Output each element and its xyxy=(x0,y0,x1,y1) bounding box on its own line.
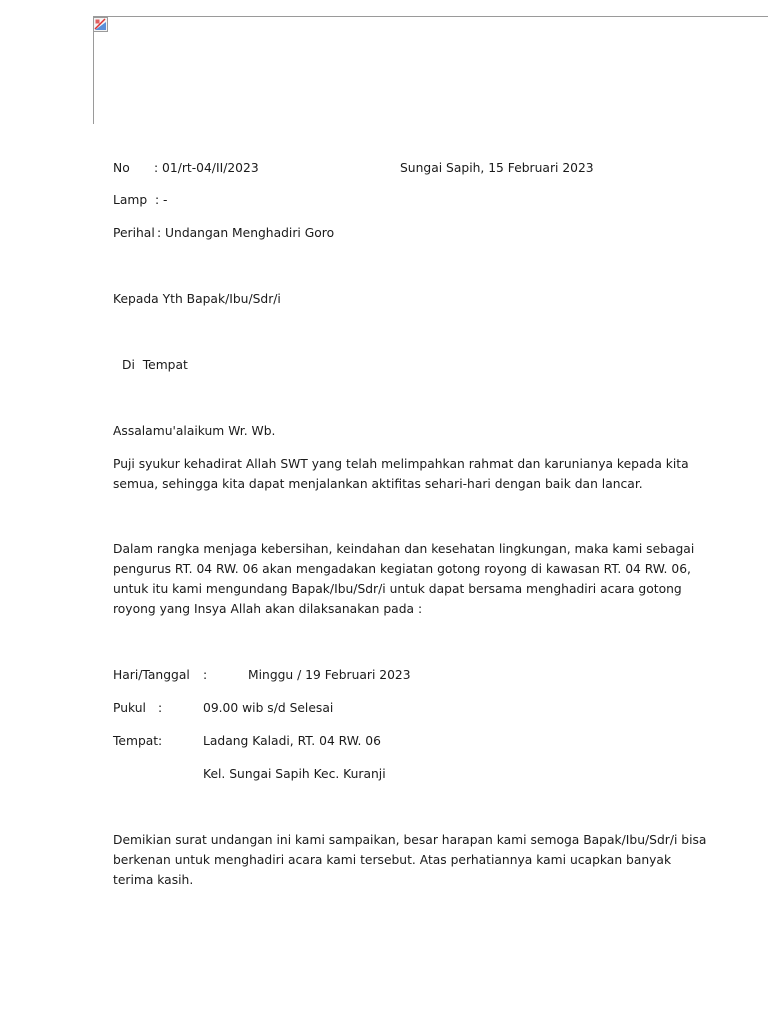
closing-line: berkenan untuk menghadiri acara kami tersebut. Atas perhatiannya kami ucapkan banyak xyxy=(113,853,672,867)
paragraph-2-line: royong yang Insya Allah akan dilaksanakan pada : xyxy=(113,602,423,616)
perihal-label: Perihal xyxy=(113,226,155,240)
event-day-label: Hari/Tanggal xyxy=(113,668,190,682)
paragraph-1-line: semua, sehingga kita dapat menjalankan aktifitas sehari-hari dengan baik dan lancar. xyxy=(113,477,643,491)
event-time-value: 09.00 wib s/d Selesai xyxy=(203,701,334,715)
closing-line: terima kasih. xyxy=(113,873,194,887)
paragraph-1-line: Puji syukur kehadirat Allah SWT yang telah melimpahkan rahmat dan karunianya kepada kita xyxy=(113,457,689,471)
perihal-value: : Undangan Menghadiri Goro xyxy=(157,226,335,240)
lamp-value: : - xyxy=(155,193,168,207)
event-place-label: Tempat xyxy=(113,734,159,748)
event-place-colon: : xyxy=(158,734,163,748)
broken-image-icon xyxy=(93,17,108,32)
event-time-label: Pukul xyxy=(113,701,146,715)
paragraph-2-line: Dalam rangka menjaga kebersihan, keindahan dan kesehatan lingkungan, maka kami sebagai xyxy=(113,542,695,556)
event-day-colon: : xyxy=(203,668,208,682)
recipient-line: Kepada Yth Bapak/Ibu/Sdr/i xyxy=(113,292,281,306)
letterhead-frame-left-border xyxy=(93,16,94,124)
lamp-label: Lamp xyxy=(113,193,148,207)
no-value: : 01/rt-04/II/2023 xyxy=(154,161,259,175)
no-label: No xyxy=(113,161,130,175)
paragraph-2-line: untuk itu kami mengundang Bapak/Ibu/Sdr/i untuk dapat bersama menghadiri acara gotong xyxy=(113,582,682,596)
greeting: Assalamu'alaikum Wr. Wb. xyxy=(113,424,276,438)
event-day-value: Minggu / 19 Februari 2023 xyxy=(248,668,411,682)
event-time-colon: : xyxy=(158,701,163,715)
letterhead-frame-top-border xyxy=(93,16,768,17)
event-place-value-line-2: Kel. Sungai Sapih Kec. Kuranji xyxy=(203,767,386,781)
event-place-value: Ladang Kaladi, RT. 04 RW. 06 xyxy=(203,734,381,748)
paragraph-2-line: pengurus RT. 04 RW. 06 akan mengadakan kegiatan gotong royong di kawasan RT. 04 RW. 06, xyxy=(113,562,691,576)
closing-line: Demikian surat undangan ini kami sampaikan, besar harapan kami semoga Bapak/Ibu/Sdr/i bisa xyxy=(113,833,707,847)
recipient-place: Di Tempat xyxy=(122,358,188,372)
place-date: Sungai Sapih, 15 Februari 2023 xyxy=(400,161,594,175)
